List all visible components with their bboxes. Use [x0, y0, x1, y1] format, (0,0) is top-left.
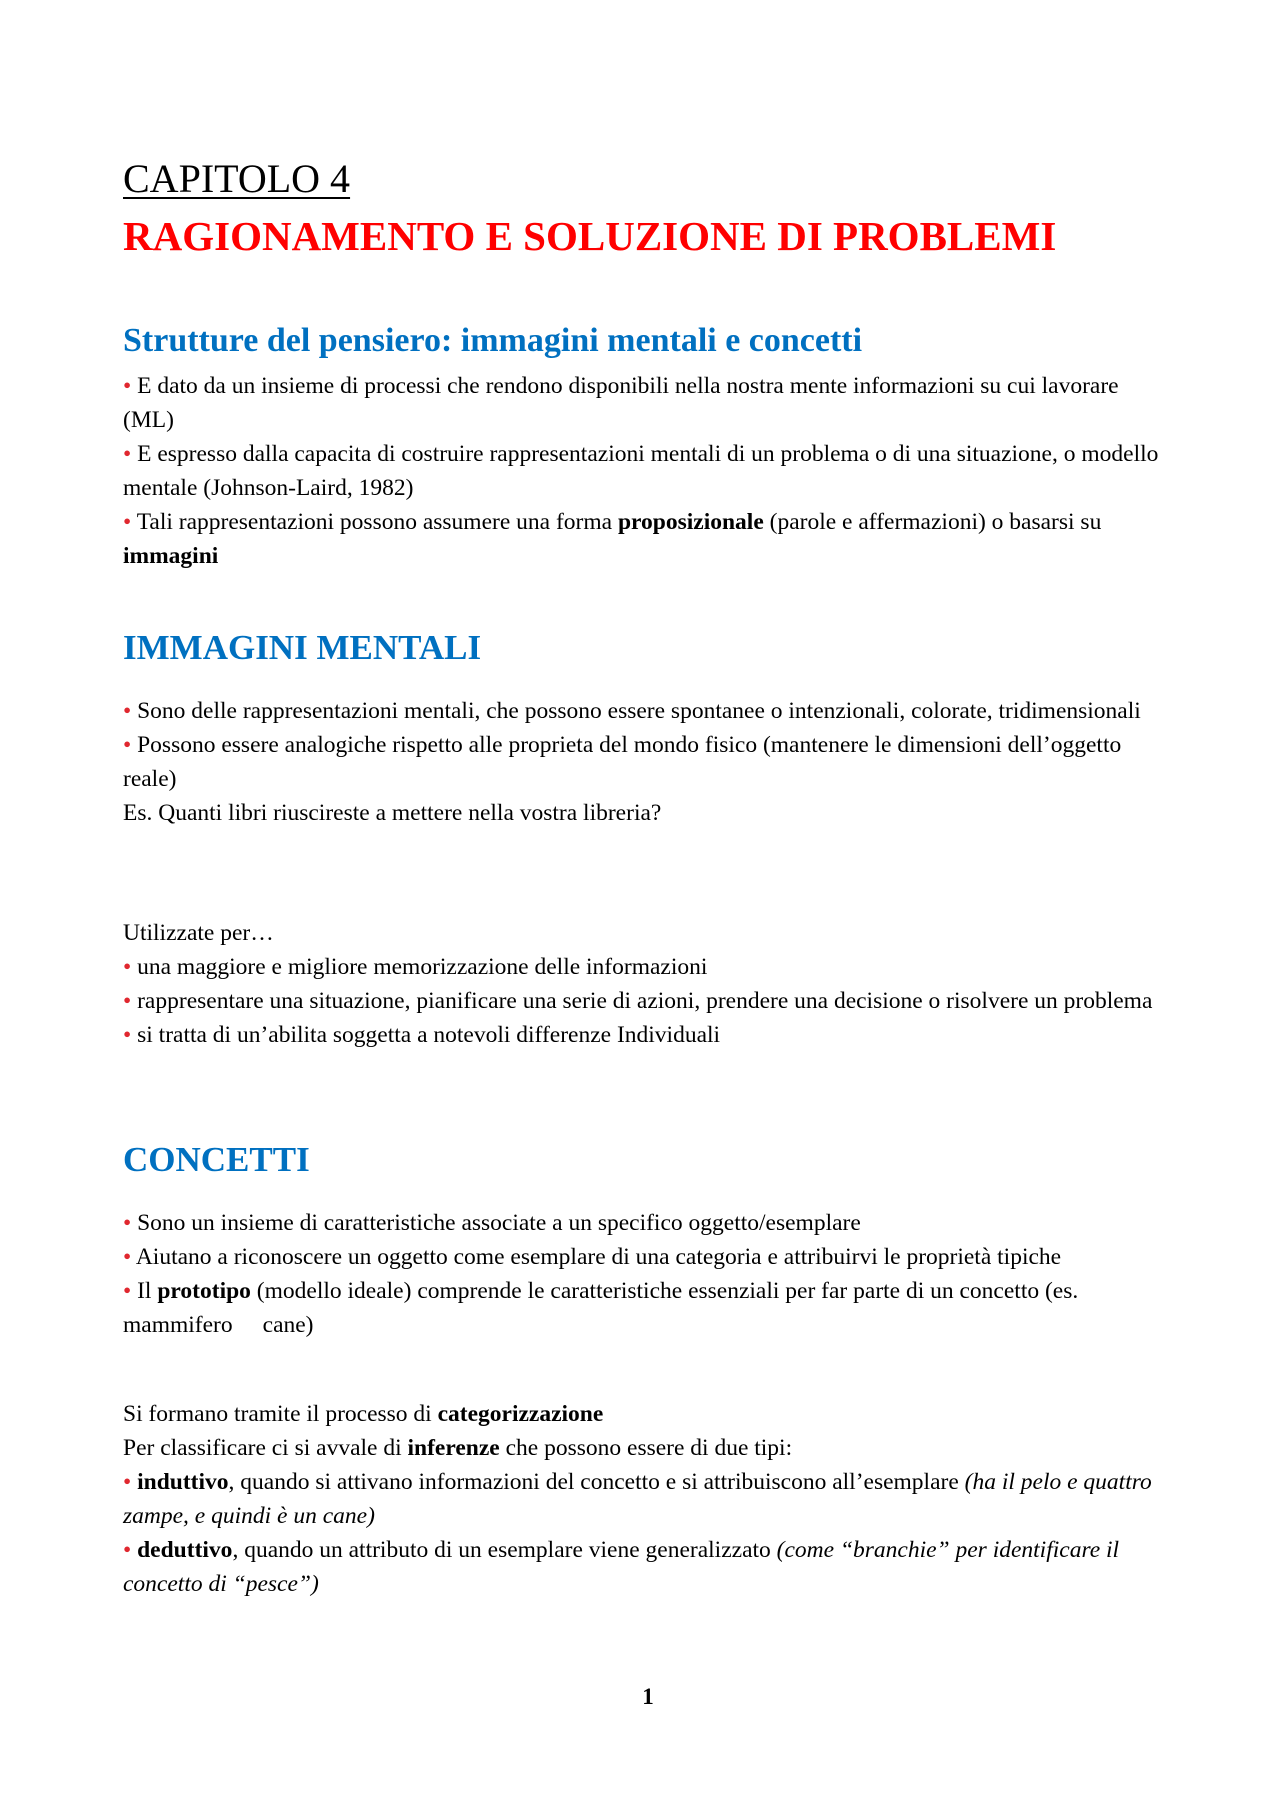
page-number: 1 [642, 1684, 654, 1709]
section-heading-strutture: Strutture del pensiero: immagini mentali e concetti [123, 322, 863, 359]
bullet-icon: • [123, 1210, 132, 1236]
bullet-item: • una maggiore e migliore memorizzazione delle informazioni [123, 954, 708, 980]
bullet-item: • si tratta di un’abilita soggetta a notevoli differenze Individuali [123, 1022, 721, 1048]
bullet-item: • E espresso dalla capacita di costruire rappresentazioni mentali di un problema o di una situazione, o modello mentale (Johnson-Laird, 1982) [123, 441, 1159, 501]
bullet-item: • Sono delle rappresentazioni mentali, che possono essere spontanee o intenzionali, colorate, tridimensionali [123, 698, 1141, 724]
chapter-label: CAPITOLO 4 [123, 156, 351, 201]
example-text: Es. Quanti libri riuscireste a mettere nella vostra libreria? [123, 800, 662, 826]
bullet-icon: • [123, 732, 132, 758]
bullet-icon: • [123, 1022, 132, 1048]
bullet-item: • Possono essere analogiche rispetto alle proprieta del mondo fisico (mantenere le dimensioni dell’oggetto reale) [123, 732, 1122, 792]
bullet-icon: • [123, 1469, 132, 1495]
bullet-icon: • [123, 509, 132, 535]
section-strutture-body [123, 369, 1173, 573]
bullet-icon: • [123, 373, 132, 399]
bullet-item: • Aiutano a riconoscere un oggetto come esemplare di una categoria e attribuirvi le proprietà tipiche [123, 1244, 1062, 1270]
section-immagini-uses [123, 916, 1173, 1052]
bullet-icon: • [123, 1537, 132, 1563]
categorization-line: Si formano tramite il processo di categorizzazione [123, 1401, 604, 1427]
bullet-icon: • [123, 698, 132, 724]
bullet-icon: • [123, 954, 132, 980]
chapter-title: RAGIONAMENTO E SOLUZIONE DI PROBLEMI [123, 213, 1057, 259]
section-immagini-body [123, 694, 1173, 830]
bullet-icon: • [123, 1244, 132, 1270]
bullet-item: • induttivo, quando si attivano informazioni del concetto e si attribuiscono all’esemplare (ha il pelo e quattro zampe, e quindi è un cane) [123, 1469, 1152, 1529]
bullet-item: • Il prototipo (modello ideale) comprende le caratteristiche essenziali per far parte di un concetto (es. mammifero cane) [123, 1278, 1079, 1338]
bullet-icon: • [123, 1278, 132, 1304]
section-heading-immagini: IMMAGINI MENTALI [123, 628, 482, 667]
bullet-icon: • [123, 441, 132, 467]
section-concetti-inferenze [123, 1397, 1173, 1601]
bullet-item: • Tali rappresentazioni possono assumere una forma proposizionale (parole e affermazioni) o basarsi su immagini [123, 509, 1102, 569]
used-for-label: Utilizzate per… [123, 920, 274, 946]
inference-line: Per classificare ci si avvale di inferenze che possono essere di due tipi: [123, 1435, 793, 1461]
bullet-item: • Sono un insieme di caratteristiche associate a un specifico oggetto/esemplare [123, 1210, 861, 1236]
bullet-item: • E dato da un insieme di processi che rendono disponibili nella nostra mente informazioni su cui lavorare (ML) [123, 373, 1119, 433]
section-heading-concetti: CONCETTI [123, 1140, 310, 1179]
bullet-icon: • [123, 988, 132, 1014]
section-concetti-body [123, 1206, 1173, 1342]
bullet-item: • deduttivo, quando un attributo di un esemplare viene generalizzato (come “branchie” per identificare il concetto di “pesce”) [123, 1537, 1120, 1597]
bullet-item: • rappresentare una situazione, pianificare una serie di azioni, prendere una decisione o risolvere un problema [123, 988, 1153, 1014]
